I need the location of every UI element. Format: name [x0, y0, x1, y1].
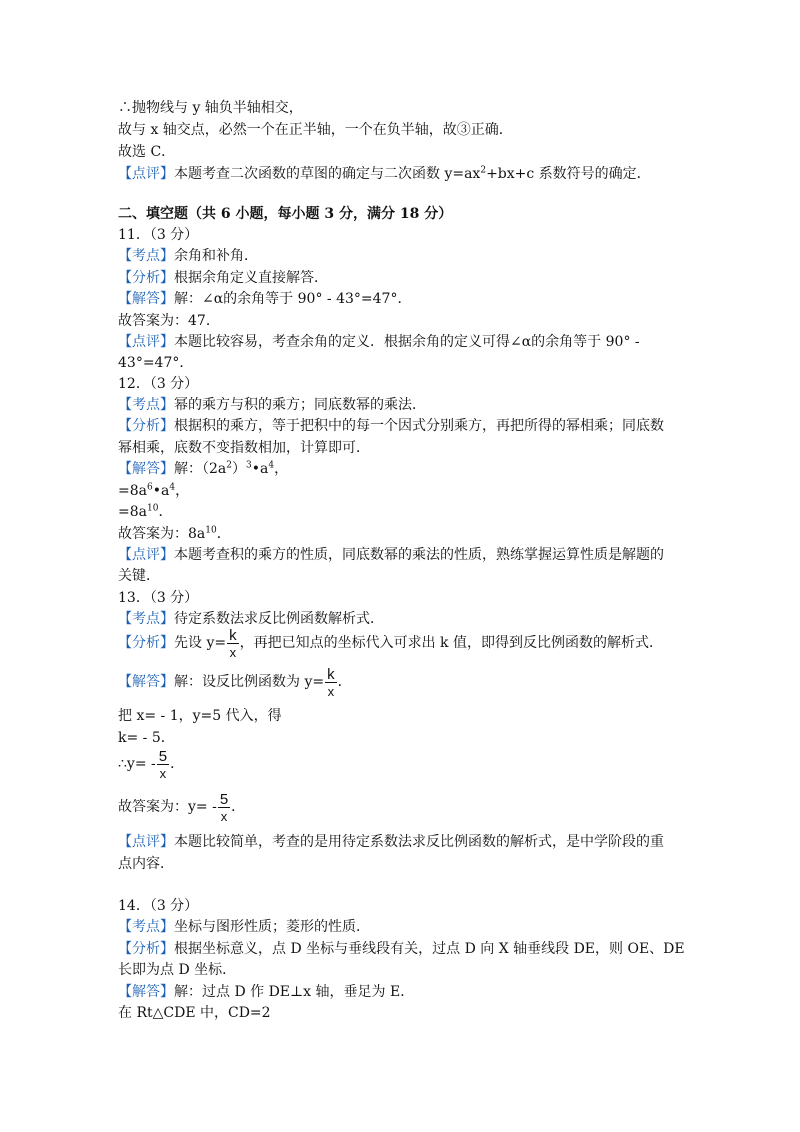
q11-answer: 故答案为：47． [118, 313, 220, 329]
q12-dianping: 【点评】本题考查积的乘方的性质，同底数幂的乘法的性质，熟练掌握运算性质是解题的 [118, 547, 664, 563]
q13-step-2: k= - 5． [118, 730, 175, 746]
q13-header: 13．（3 分） [118, 590, 199, 606]
q12-step-2: $=8a^{10}$． [118, 503, 173, 520]
intro-line-2: 故与 x 轴交点，必然一个在正半轴，一个在负半轴，故③正确． [118, 122, 513, 138]
q11-dianping: 【点评】本题比较容易，考查余角的定义．根据余角的定义可得∠α的余角等于 90° - [118, 334, 640, 350]
q12-fenxi: 【分析】根据积的乘方，等于把积中的每一个因式分别乘方，再把所得的幂相乘；同底数 [118, 418, 664, 434]
q13-fenxi: 【分析】先设 y= $\frac{k}{x}$ ，再把已知点的坐标代入可求出 k 值，即得到反比例函数的解析式． [118, 626, 663, 660]
q12-header: 12．（3 分） [118, 376, 199, 392]
q14-jieda: 【解答】解：过点 D 作 DE⊥x 轴，垂足为 E． [118, 984, 415, 1000]
q14-fenxi-cont: 长即为点 D 坐标． [118, 962, 237, 978]
q10-dianping: 【点评】本题考查二次函数的草图的确定与二次函数 $y=ax^2+bx+c$ 系数符号的确定． [118, 165, 651, 182]
q13-jieda: 【解答】解：设反比例函数为 y= $\frac{k}{x}$ ． [118, 665, 352, 699]
q13-dianping-cont: 点内容． [118, 856, 174, 872]
q13-step-3: ∴y= - $\frac{5}{x}$ ． [118, 747, 185, 781]
q11-kaodian: 【考点】余角和补角． [118, 248, 258, 264]
q11-dianping-cont: 43°=47°． [118, 355, 194, 371]
fraction-k-over-x: $\frac{k}{x}$ [327, 665, 335, 699]
q12-dianping-cont: 关键． [118, 568, 160, 584]
q11-fenxi: 【分析】根据余角定义直接解答． [118, 270, 328, 286]
fraction-k-over-x: $\frac{k}{x}$ [229, 626, 237, 660]
q14-step-1: 在 Rt△CDE 中，CD=2 [118, 1005, 271, 1021]
q14-kaodian: 【考点】坐标与图形性质；菱形的性质． [118, 919, 370, 935]
section-2-title: 二、填空题（共 6 小题，每小题 3 分，满分 18 分） [118, 206, 453, 222]
q12-step-1: $=8a^6•a^4$， [118, 482, 190, 499]
q13-answer: 故答案为：y= - $\frac{5}{x}$ ． [118, 790, 246, 824]
q12-answer: 故答案为：$8a^{10}$． [118, 525, 231, 542]
q13-dianping: 【点评】本题比较简单，考查的是用待定系数法求反比例函数的解析式，是中学阶段的重 [118, 834, 664, 850]
q12-jieda: 【解答】解：$(2a^2)^3•a^4$， [118, 460, 289, 477]
intro-line-3: 故选 C． [118, 144, 176, 160]
q14-header: 14．（3 分） [118, 898, 199, 914]
q13-step-1: 把 x= - 1，y=5 代入，得 [118, 708, 282, 724]
intro-line-1: ∴抛物线与 y 轴负半轴相交， [118, 100, 303, 116]
q11-jieda: 【解答】解：∠α的余角等于 90° - 43°=47°． [118, 291, 412, 307]
q11-header: 11．（3 分） [118, 227, 199, 243]
q12-kaodian: 【考点】幂的乘方与积的乘方；同底数幂的乘法． [118, 397, 426, 413]
q13-kaodian: 【考点】待定系数法求反比例函数解析式． [118, 611, 384, 627]
dianping-tag: 【点评】 [118, 166, 174, 182]
fraction-5-over-x: $\frac{5}{x}$ [219, 790, 229, 824]
q12-fenxi-cont: 幂相乘，底数不变指数相加，计算即可． [118, 440, 370, 456]
q14-fenxi: 【分析】根据坐标意义，点 D 坐标与垂线段有关，过点 D 向 X 轴垂线段 DE，则 OE、DE [118, 941, 685, 957]
fraction-5-over-x: $\frac{5}{x}$ [158, 747, 168, 781]
